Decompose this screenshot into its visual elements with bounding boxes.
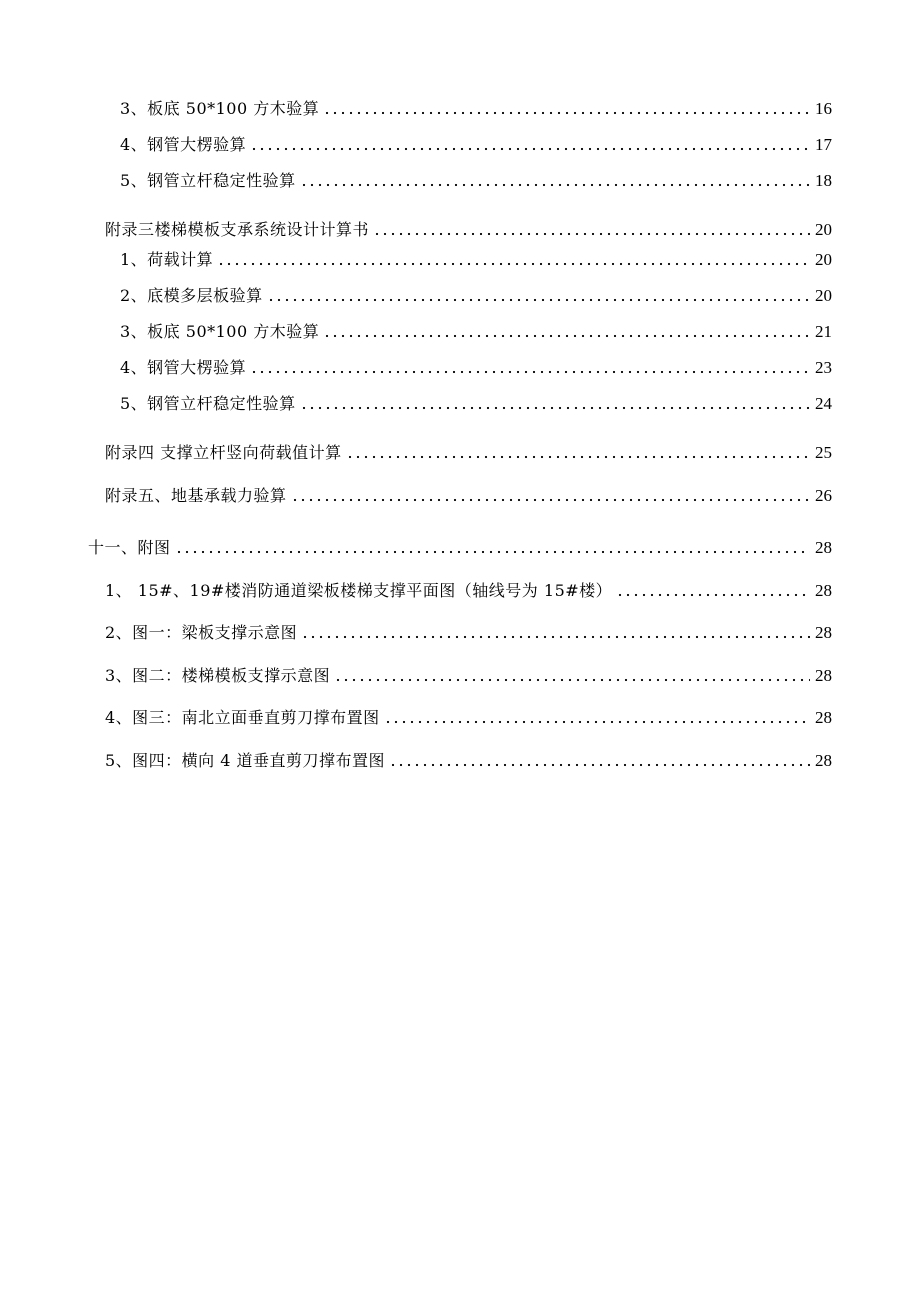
toc-entry[interactable] (120, 352, 832, 378)
toc-entry-title: 4、钢管大楞验算 (120, 358, 247, 377)
toc-entry-title: 3、板底 50*100 方木验算 (120, 322, 320, 341)
dot-leader (389, 763, 810, 767)
dot-leader (301, 635, 810, 639)
toc-entry[interactable] (105, 660, 832, 686)
toc-entry-title: 4、钢管大楞验算 (120, 135, 247, 154)
toc-entry-title: 十一、附图 (88, 538, 171, 557)
toc-entry-page-number: 28 (815, 666, 832, 685)
dot-leader (250, 147, 810, 151)
toc-entry-page-number: 28 (815, 623, 832, 642)
toc-entry-title: 附录四 支撑立杆竖向荷载值计算 (105, 443, 342, 462)
toc-entry[interactable] (120, 280, 832, 306)
dot-leader (291, 498, 810, 502)
toc-entry-title: 4、图三：南北立面垂直剪刀撑布置图 (105, 708, 380, 727)
toc-entry[interactable] (105, 214, 832, 240)
toc-entry[interactable] (105, 575, 832, 601)
dot-leader (300, 406, 810, 410)
toc-entry-page-number: 16 (815, 99, 832, 118)
toc-entry-page-number: 28 (815, 708, 832, 727)
toc-entry[interactable] (120, 165, 832, 191)
toc-entry-title: 5、钢管立杆稳定性验算 (120, 394, 296, 413)
toc-entry[interactable] (120, 129, 832, 155)
dot-leader (323, 334, 810, 338)
dot-leader (616, 593, 810, 597)
toc-entry[interactable] (120, 244, 832, 270)
toc-entry-page-number: 25 (815, 443, 832, 462)
toc-entry-page-number: 28 (815, 581, 832, 600)
dot-leader (300, 183, 810, 187)
dot-leader (384, 720, 810, 724)
toc-entry[interactable] (105, 617, 832, 643)
toc-entry-page-number: 26 (815, 486, 832, 505)
dot-leader (323, 111, 810, 115)
dot-leader (334, 678, 810, 682)
toc-entry-title: 5、钢管立杆稳定性验算 (120, 171, 296, 190)
dot-leader (250, 370, 810, 374)
toc-entry-title: 附录五、地基承载力验算 (105, 486, 287, 505)
toc-entry-page-number: 21 (815, 322, 832, 341)
toc-entry[interactable] (120, 388, 832, 414)
toc-entry[interactable] (120, 316, 832, 342)
toc-entry-page-number: 18 (815, 171, 832, 190)
dot-leader (346, 455, 810, 459)
toc-entry-page-number: 17 (815, 135, 832, 154)
toc-entry-page-number: 28 (815, 751, 832, 770)
toc-entry-title: 1、 15#、19#楼消防通道梁板楼梯支撑平面图（轴线号为 15#楼） (105, 581, 613, 600)
toc-entry-page-number: 28 (815, 538, 832, 557)
toc-entry[interactable] (105, 480, 832, 506)
toc-entry[interactable] (105, 745, 832, 771)
toc-entry-title: 附录三楼梯模板支承系统设计计算书 (105, 220, 370, 239)
toc-entry[interactable] (105, 702, 832, 728)
dot-leader (267, 298, 810, 302)
toc-entry-page-number: 20 (815, 250, 832, 269)
toc-entry-page-number: 24 (815, 394, 832, 413)
dot-leader (373, 232, 810, 236)
toc-entry[interactable] (105, 437, 832, 463)
toc-entry-title: 3、板底 50*100 方木验算 (120, 99, 320, 118)
dot-leader (217, 262, 810, 266)
toc-entry-title: 2、底模多层板验算 (120, 286, 263, 305)
toc-entry-page-number: 20 (815, 286, 832, 305)
toc-entry-page-number: 20 (815, 220, 832, 239)
toc-entry-title: 2、图一：梁板支撑示意图 (105, 623, 298, 642)
toc-entry[interactable] (120, 93, 832, 119)
toc-entry[interactable] (88, 532, 832, 558)
toc-entry-title: 3、图二：楼梯模板支撑示意图 (105, 666, 331, 685)
toc-entry-page-number: 23 (815, 358, 832, 377)
toc-entry-title: 5、图四：横向 4 道垂直剪刀撑布置图 (105, 751, 386, 770)
dot-leader (175, 550, 810, 554)
toc-entry-title: 1、荷载计算 (120, 250, 214, 269)
